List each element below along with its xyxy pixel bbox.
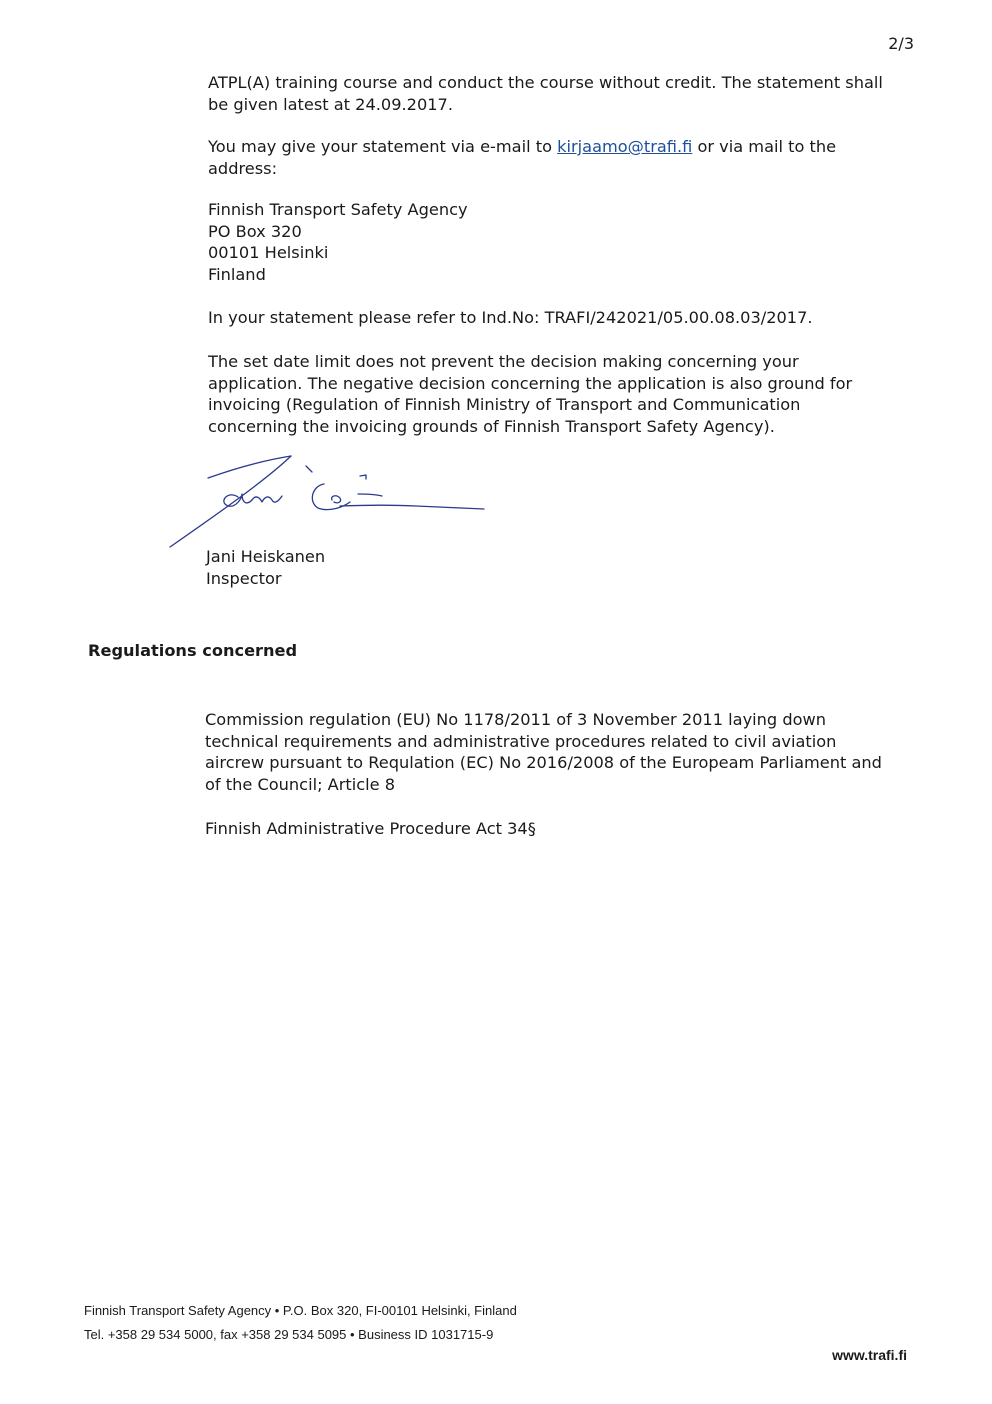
- statement-deadline-paragraph: [208, 72, 918, 115]
- text-line: The set date limit does not prevent the decision making concerning your: [208, 352, 799, 371]
- handwritten-signature: [166, 450, 496, 555]
- address-line: 00101 Helsinki: [208, 243, 329, 262]
- address-line: Finnish Transport Safety Agency: [208, 200, 468, 219]
- text-line: Finnish Administrative Procedure Act 34§: [205, 819, 536, 838]
- footer-address: Finnish Transport Safety Agency • P.O. Box 320, FI-00101 Helsinki, Finland: [84, 1303, 517, 1318]
- footer-website[interactable]: www.trafi.fi: [832, 1347, 907, 1363]
- text-line: Commission regulation (EU) No 1178/2011 of 3 November 2011 laying down: [205, 710, 827, 729]
- address-line: Finland: [208, 264, 266, 284]
- text-line: In your statement please refer to Ind.No: TRAFI/242021/05.00.08.03/2017.: [208, 308, 813, 327]
- page-number: 2/3: [888, 34, 914, 53]
- signer-title: Inspector: [206, 568, 282, 588]
- text-line: address:: [208, 158, 278, 178]
- postal-address: [208, 199, 918, 285]
- text-line: be given latest at 24.09.2017.: [208, 94, 453, 114]
- commission-regulation-paragraph: [205, 709, 925, 795]
- signer-name: Jani Heiskanen: [206, 547, 326, 566]
- footer-contact: Tel. +358 29 534 5000, fax +358 29 534 5095 • Business ID 1031715-9: [84, 1327, 494, 1342]
- email-link[interactable]: kirjaamo@trafi.fi: [557, 137, 693, 156]
- section-heading: Regulations concerned: [88, 641, 298, 660]
- text-line: technical requirements and administrative procedures related to civil aviation: [205, 731, 837, 751]
- statement-delivery-paragraph: [208, 136, 918, 179]
- text-line: [208, 136, 918, 158]
- text-line: aircrew pursuant to Requlation (EC) No 2016/2008 of the Europeam Parliament and: [205, 753, 882, 772]
- text-line: ATPL(A) training course and conduct the course without credit. The statement shall: [208, 73, 883, 92]
- delivery-prefix: You may give your statement via e-mail to: [208, 137, 558, 156]
- reference-paragraph: [208, 307, 918, 329]
- text-line: invoicing (Regulation of Finnish Ministry of Transport and Communication: [208, 395, 801, 414]
- text-line: application. The negative decision concerning the application is also ground for: [208, 373, 853, 393]
- text-line: concerning the invoicing grounds of Finnish Transport Safety Agency).: [208, 416, 775, 436]
- administrative-act-paragraph: [205, 818, 925, 840]
- address-line: PO Box 320: [208, 221, 302, 241]
- text-line: of the Council; Article 8: [205, 774, 396, 794]
- delivery-suffix: or via mail to the: [692, 137, 837, 156]
- signer-block: [206, 546, 325, 589]
- date-limit-paragraph: [208, 351, 918, 437]
